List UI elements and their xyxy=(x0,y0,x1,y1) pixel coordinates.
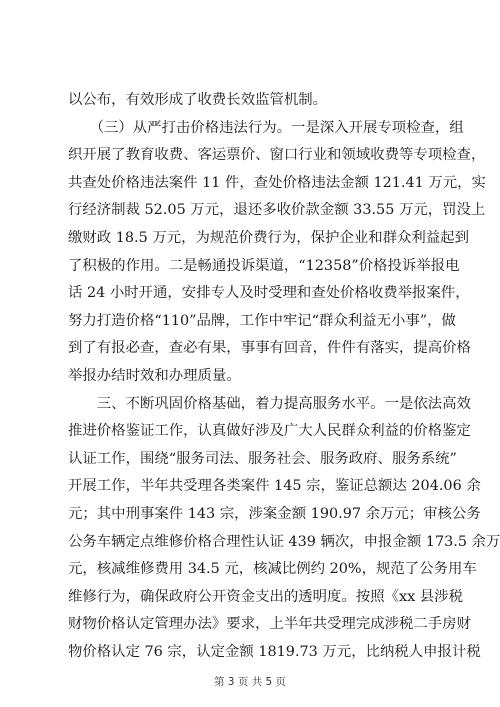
text-line: 到了有报必查，查必有果，事事有回音，件件有落实，提高价格 xyxy=(68,340,471,357)
text-line: 认证工作，围绕“服务司法、服务社会、服务政府、服务系统” xyxy=(68,450,457,467)
text-line: 推进价格鉴证工作，认真做好涉及广大人民群众利益的价格鉴定 xyxy=(68,423,471,440)
page-footer: 第 3 页 共 5 页 xyxy=(213,676,287,688)
text-line: 缴财政 18.5 万元，为规范价费行为，保护企业和群众利益起到 xyxy=(68,229,469,246)
body-text xyxy=(68,87,500,666)
text-line: 维修行为，确保政府公开资金支出的透明度。按照《xx 县涉税 xyxy=(68,588,463,605)
text-line: 财物价格认定管理办法》要求，上半年共受理完成涉税二手房财 xyxy=(68,616,471,633)
text-line: 开展工作，半年共受理各类案件 145 宗，鉴证总额达 204.06 余 xyxy=(68,478,481,495)
text-line: 共查处价格违法案件 11 件，查处价格违法金额 121.41 万元，实 xyxy=(68,174,486,191)
text-line: 举报办结时效和办理质量。 xyxy=(68,367,241,384)
text-line: 三、不断巩固价格基础，着力提高服务水平。一是依法高效 xyxy=(68,395,471,412)
text-line: 元，核减维修费用 34.5 元，核减比例约 20%，规范了公务用车 xyxy=(68,561,477,578)
text-line: 话 24 小时开通，安排专人及时受理和查处价格收费举报案件， xyxy=(68,285,470,302)
text-line: 了积极的作用。二是畅通投诉渠道，“12358”价格投诉举报电 xyxy=(68,257,460,274)
text-line: 努力打造价格“110”品牌，工作中牢记“群众利益无小事”，做 xyxy=(68,312,456,329)
text-line: 公务车辆定点维修价格合理性认证 439 辆次，申报金额 173.5 余万 xyxy=(68,533,500,550)
text-line: 织开展了教育收费、客运票价、窗口行业和领域收费等专项检查， xyxy=(68,147,486,164)
text-line: （三）从严打击价格违法行为。一是深入开展专项检查，组 xyxy=(68,119,464,136)
text-line: 元；其中刑事案件 143 宗，涉案金额 190.97 余万元；审核公务 xyxy=(68,505,481,522)
text-line: 物价格认定 76 宗，认定金额 1819.73 万元，比纳税人申报计税 xyxy=(68,643,481,660)
text-line: 以公布，有效形成了收费长效监管机制。 xyxy=(68,92,328,108)
text-line: 行经济制裁 52.05 万元，退还多收价款金额 33.55 万元，罚没上 xyxy=(68,202,486,219)
